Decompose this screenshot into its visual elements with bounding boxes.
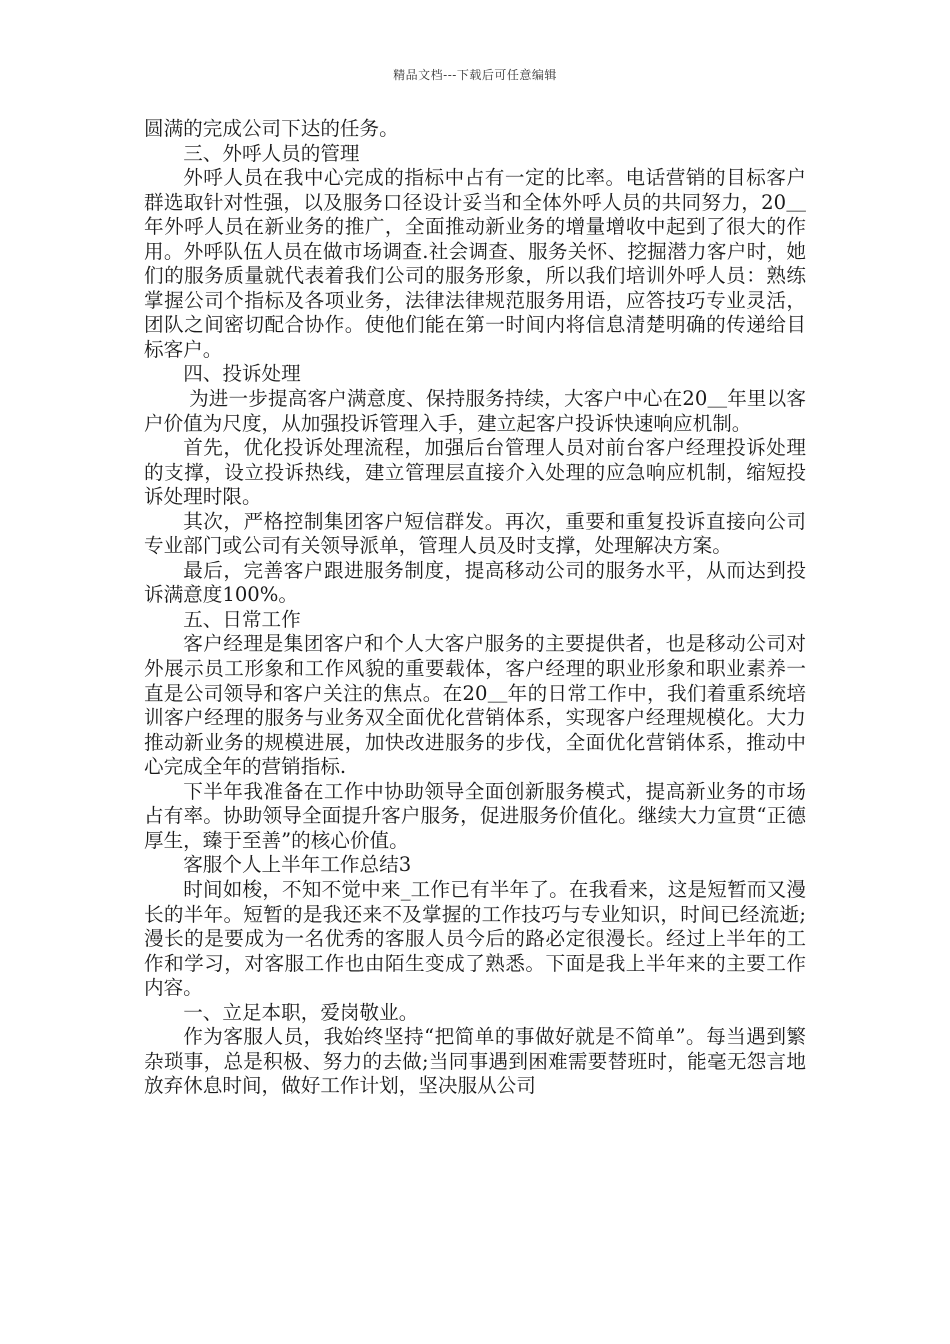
section-heading: 四、投诉处理	[183, 362, 301, 386]
paragraph: 客户经理是集团客户和个人大客户服务的主要提供者，也是移动公司对外展示员工形象和工作风貌的重要载体，客户经理的职业形象和职业素养一直是公司领导和客户关注的焦点。在20＿年的日常工作中，我们着重系统培训客户经理的服务与业务双全面优化营销体系，实现客户经理规模化。大力推动新业务的规模进展，加快改进服务的步伐，全面优化营销体系，推动中心完成全年的营销指标.	[144, 632, 806, 779]
document-body	[144, 117, 806, 1099]
paragraph: 下半年我准备在工作中协助领导全面创新服务模式，提高新业务的市场占有率。协助领导全面提升客户服务，促进服务价值化。继续大力宣贯“正德厚生，臻于至善”的核心价值。	[144, 779, 806, 852]
paragraph: 圆满的完成公司下达的任务。	[144, 117, 399, 140]
page-header: 精品文档---下载后可任意编辑	[393, 68, 557, 82]
section-heading: 一、立足本职，爱岗敬业。	[183, 1000, 419, 1024]
section-heading: 五、日常工作	[183, 607, 301, 631]
document-title: 客服个人上半年工作总结3	[183, 853, 412, 877]
paragraph: 最后，完善客户跟进服务制度，提高移动公司的服务水平，从而达到投诉满意度100%。	[144, 558, 806, 607]
section-heading: 三、外呼人员的管理	[183, 141, 360, 165]
paragraph: 作为客服人员，我始终坚持“把简单的事做好就是不简单”。每当遇到繁杂琐事，总是积极、努力的去做;当同事遇到困难需要替班时，能毫无怨言地放弃休息时间，做好工作计划，坚决服从公司	[144, 1025, 806, 1098]
paragraph: 外呼人员在我中心完成的指标中占有一定的比率。电话营销的目标客户群选取针对性强，以及服务口径设计妥当和全体外呼人员的共同努力，20＿年外呼人员在新业务的推广，全面推动新业务的增量增收中起到了很大的作用。外呼队伍人员在做市场调查.社会调查、服务关怀、挖掘潜力客户时，她们的服务质量就代表着我们公司的服务形象，所以我们培训外呼人员：熟练掌握公司个指标及各项业务，法律法律规范服务用语，应答技巧专业灵活，团队之间密切配合协作。使他们能在第一时间内将信息清楚明确的传递给目标客户。	[144, 166, 806, 361]
paragraph: 首先，优化投诉处理流程，加强后台管理人员对前台客户经理投诉处理的支撑，设立投诉热线，建立管理层直接介入处理的应急响应机制，缩短投诉处理时限。	[144, 436, 806, 509]
paragraph: 时间如梭，不知不觉中来_工作已有半年了。在我看来，这是短暂而又漫长的半年。短暂的是我还来不及掌握的工作技巧与专业知识，时间已经流逝;漫长的是要成为一名优秀的客服人员今后的路必定很漫长。经过上半年的工作和学习，对客服工作也由陌生变成了熟悉。下面是我上半年来的主要工作内容。	[144, 877, 806, 1000]
paragraph: 其次，严格控制集团客户短信群发。再次，重要和重复投诉直接向公司专业部门或公司有关领导派单，管理人员及时支撑，处理解决方案。	[144, 509, 806, 558]
paragraph: 为进一步提高客户满意度、保持服务持续，大客户中心在20＿年里以客户价值为尺度，从加强投诉管理入手，建立起客户投诉快速响应机制。	[144, 387, 806, 435]
